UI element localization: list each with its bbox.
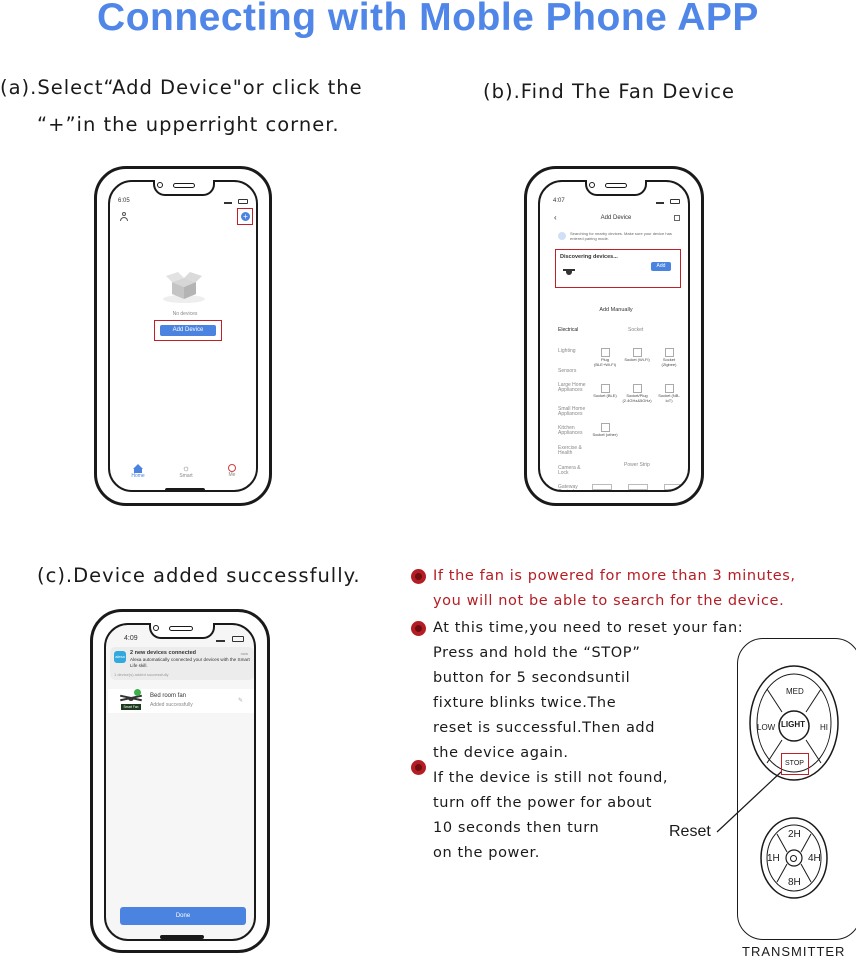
phone-a-screen [108, 180, 258, 492]
add-device-header: Add Device [600, 215, 632, 221]
empty-box-illustration [162, 268, 206, 304]
back-icon[interactable]: ‹ [554, 213, 557, 222]
add-device-button[interactable]: Add Device [160, 325, 216, 336]
device-socket-zigbee[interactable]: Socket (Zigbee) [656, 348, 682, 367]
add-manually-label: Add Manually [599, 307, 633, 313]
sun-icon: ☼ [181, 463, 191, 473]
timer-8h-button[interactable]: 8H [788, 877, 801, 888]
device-socket-other[interactable]: Socket (other) [592, 423, 618, 437]
timer-1h-button[interactable]: 1H [767, 853, 780, 864]
status-time: 4:07 [553, 198, 565, 204]
device-socket-wifi[interactable]: Socket (Wi-Fi) [624, 348, 650, 362]
device-status: Added successfully [150, 702, 193, 708]
fan-thumbnail [120, 691, 142, 711]
phone-a-frame [94, 166, 272, 506]
plus-icon[interactable]: + [241, 212, 250, 221]
speaker [605, 183, 627, 188]
category-electrical[interactable]: Electrical [558, 327, 579, 333]
stop-button[interactable]: STOP [785, 760, 804, 767]
step-a-text-line1: (a).Select“Add Device"or click the [0, 76, 363, 99]
socket-icon [601, 423, 610, 432]
added-count: 1 device(s) added successfully [114, 672, 169, 677]
device-socket-ble[interactable]: Socket (BLE) [592, 384, 618, 398]
nav-smart[interactable]: ☼ Smart [174, 464, 198, 479]
device-plug-ble-wifi[interactable]: Plug (BLE+Wi-Fi) [592, 348, 618, 367]
socket-icon [665, 384, 674, 393]
wifi-bubble-icon [558, 232, 566, 240]
device-socket-plug-5ghz[interactable]: Socket/Plug (2.4GHz&5GHz) [620, 384, 654, 403]
status-icons [216, 636, 244, 642]
discovering-label: Discovering devices... [560, 254, 618, 260]
retry-line-4: on the power. [433, 845, 540, 861]
front-camera [589, 182, 595, 188]
reset-line-4: fixture blinks twice.The [433, 695, 617, 711]
retry-line-2: turn off the power for about [433, 795, 653, 811]
power-icon[interactable] [790, 855, 797, 862]
profile-icon[interactable] [120, 212, 128, 221]
category-large-appliances[interactable]: Large Home Appliances [558, 382, 586, 393]
device-card[interactable] [108, 689, 256, 713]
step-b-text: (b).Find The Fan Device [483, 80, 736, 103]
socket-icon [665, 348, 674, 357]
light-button[interactable]: LIGHT [781, 720, 805, 729]
warning-bullet-icon [411, 569, 426, 584]
category-kitchen[interactable]: Kitchen Appliances [558, 425, 583, 436]
reset-line-2: Press and hold the “STOP” [433, 645, 641, 661]
page-title: Connecting with Moble Phone APP [97, 0, 759, 39]
notification-time: now [240, 651, 248, 656]
category-health[interactable]: Exercise & Health [558, 445, 582, 456]
retry-line-3: 10 seconds then turn [433, 820, 600, 836]
step-c-text: (c).Device added successfully. [37, 564, 361, 587]
device-name: Bed room fan [150, 693, 187, 699]
home-indicator [160, 935, 204, 939]
done-button[interactable]: Done [120, 907, 246, 925]
socket-icon [633, 384, 642, 393]
speaker [173, 183, 195, 188]
home-indicator [165, 488, 205, 492]
alexa-app-icon: alexa [114, 651, 126, 663]
step-a-text-line2: “+”in the upperright corner. [37, 113, 340, 136]
socket-icon [601, 348, 610, 357]
scan-icon[interactable] [674, 215, 680, 221]
status-icons [656, 199, 680, 204]
socket-icon [601, 384, 610, 393]
timer-4h-button[interactable]: 4H [808, 853, 821, 864]
front-camera [157, 182, 163, 188]
socket-column-header: Socket [628, 327, 644, 333]
low-button[interactable]: LOW [757, 723, 776, 732]
nav-home[interactable]: Home [126, 464, 150, 479]
category-camera[interactable]: Camera & Lock [558, 465, 581, 476]
reset-line-1: At this time,you need to reset your fan: [433, 620, 744, 636]
reset-line-5: reset is successful.Then add [433, 720, 656, 736]
notification-banner[interactable] [110, 647, 254, 680]
edit-icon[interactable]: ✎ [238, 698, 244, 704]
reset-line-6: the device again. [433, 745, 569, 761]
me-icon [228, 464, 236, 472]
add-button[interactable]: Add [651, 262, 671, 271]
more-devices-row [592, 484, 684, 490]
warning-line-2: you will not be able to search for the device. [433, 593, 785, 609]
phone-b-frame [524, 166, 704, 506]
socket-icon [633, 348, 642, 357]
notification-title: 2 new devices connected [130, 650, 197, 656]
category-gateway[interactable]: Gateway Control [558, 484, 578, 492]
category-lighting[interactable]: Lighting [558, 348, 576, 354]
phone-c-screen [104, 623, 256, 941]
front-camera [153, 625, 159, 631]
phone-c-frame [90, 609, 270, 953]
no-devices-label: No devices [172, 311, 198, 317]
category-small-appliances[interactable]: Small Home Appliances [558, 406, 586, 417]
med-button[interactable]: MED [786, 687, 804, 696]
power-strip-label: Power Strip [624, 462, 650, 468]
retry-bullet-icon [411, 760, 426, 775]
status-time: 4:09 [124, 635, 138, 642]
scan-note: Searching for nearby devices. Make sure your device has entered pairing mode. [570, 231, 672, 241]
reset-label: Reset [669, 823, 711, 840]
status-icons [224, 199, 248, 204]
retry-line-1: If the device is still not found, [433, 770, 669, 786]
category-sensors[interactable]: Sensors [558, 368, 577, 374]
status-time: 6:05 [118, 198, 130, 204]
timer-2h-button[interactable]: 2H [788, 829, 801, 840]
device-socket-nbiot[interactable]: Socket (NB-IoT) [656, 384, 682, 403]
speaker [169, 626, 193, 631]
device-tag: Smart Fan [121, 704, 141, 710]
reset-pointer-line [715, 770, 785, 834]
fan-icon [563, 267, 575, 276]
nav-me[interactable]: Me [220, 464, 244, 478]
reset-line-3: button for 5 secondsuntil [433, 670, 631, 686]
warning-line-1: If the fan is powered for more than 3 minutes, [433, 568, 796, 584]
stop-button-highlight [781, 753, 809, 775]
notification-body: Alexa automatically connected your devices with the Smart Life skill. [130, 657, 250, 668]
hi-button[interactable]: HI [820, 723, 828, 732]
transmitter-caption: TRANSMITTER [742, 944, 846, 959]
reset-bullet-icon [411, 621, 426, 636]
phone-b-screen [538, 180, 690, 492]
